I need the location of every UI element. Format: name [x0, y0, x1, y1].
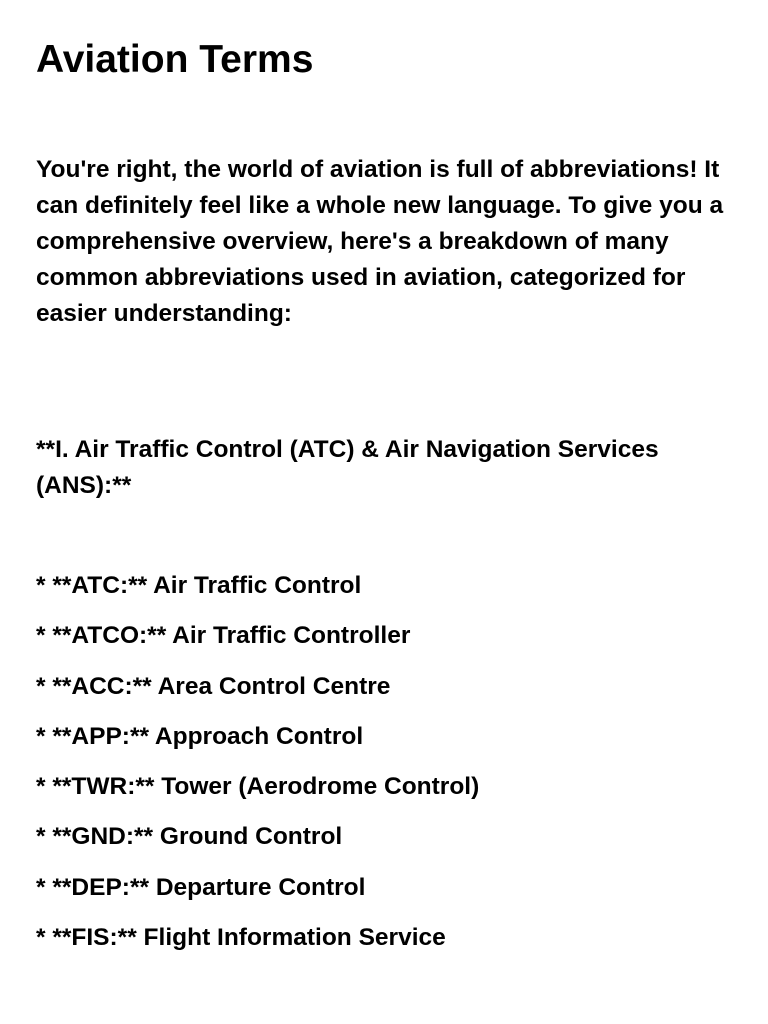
- list-item: * **GND:** Ground Control: [36, 823, 343, 851]
- list-item: * **ACC:** Area Control Centre: [36, 672, 391, 700]
- list-item: * **TWR:** Tower (Aerodrome Control): [36, 773, 480, 801]
- list-item: * **ATC:** Air Traffic Control: [36, 572, 362, 599]
- intro-paragraph: You're right, the world of aviation is full of abbreviations! It can definitely feel like a whole new language. To give you a comprehensive overview, here's a breakdown of many common abbreviations used in aviation, categorized for easier understanding:: [36, 156, 724, 327]
- list-item: * **FIS:** Flight Information Service: [36, 924, 446, 952]
- section-heading: **I. Air Traffic Control (ATC) & Air Navigation Services (ANS):**: [36, 436, 659, 499]
- list-item: * **ATCO:** Air Traffic Controller: [36, 622, 411, 650]
- page-title: Aviation Terms: [36, 38, 314, 81]
- list-item: * **APP:** Approach Control: [36, 722, 364, 750]
- list-item: * **DEP:** Departure Control: [36, 873, 366, 901]
- abbreviation-list: [36, 568, 736, 970]
